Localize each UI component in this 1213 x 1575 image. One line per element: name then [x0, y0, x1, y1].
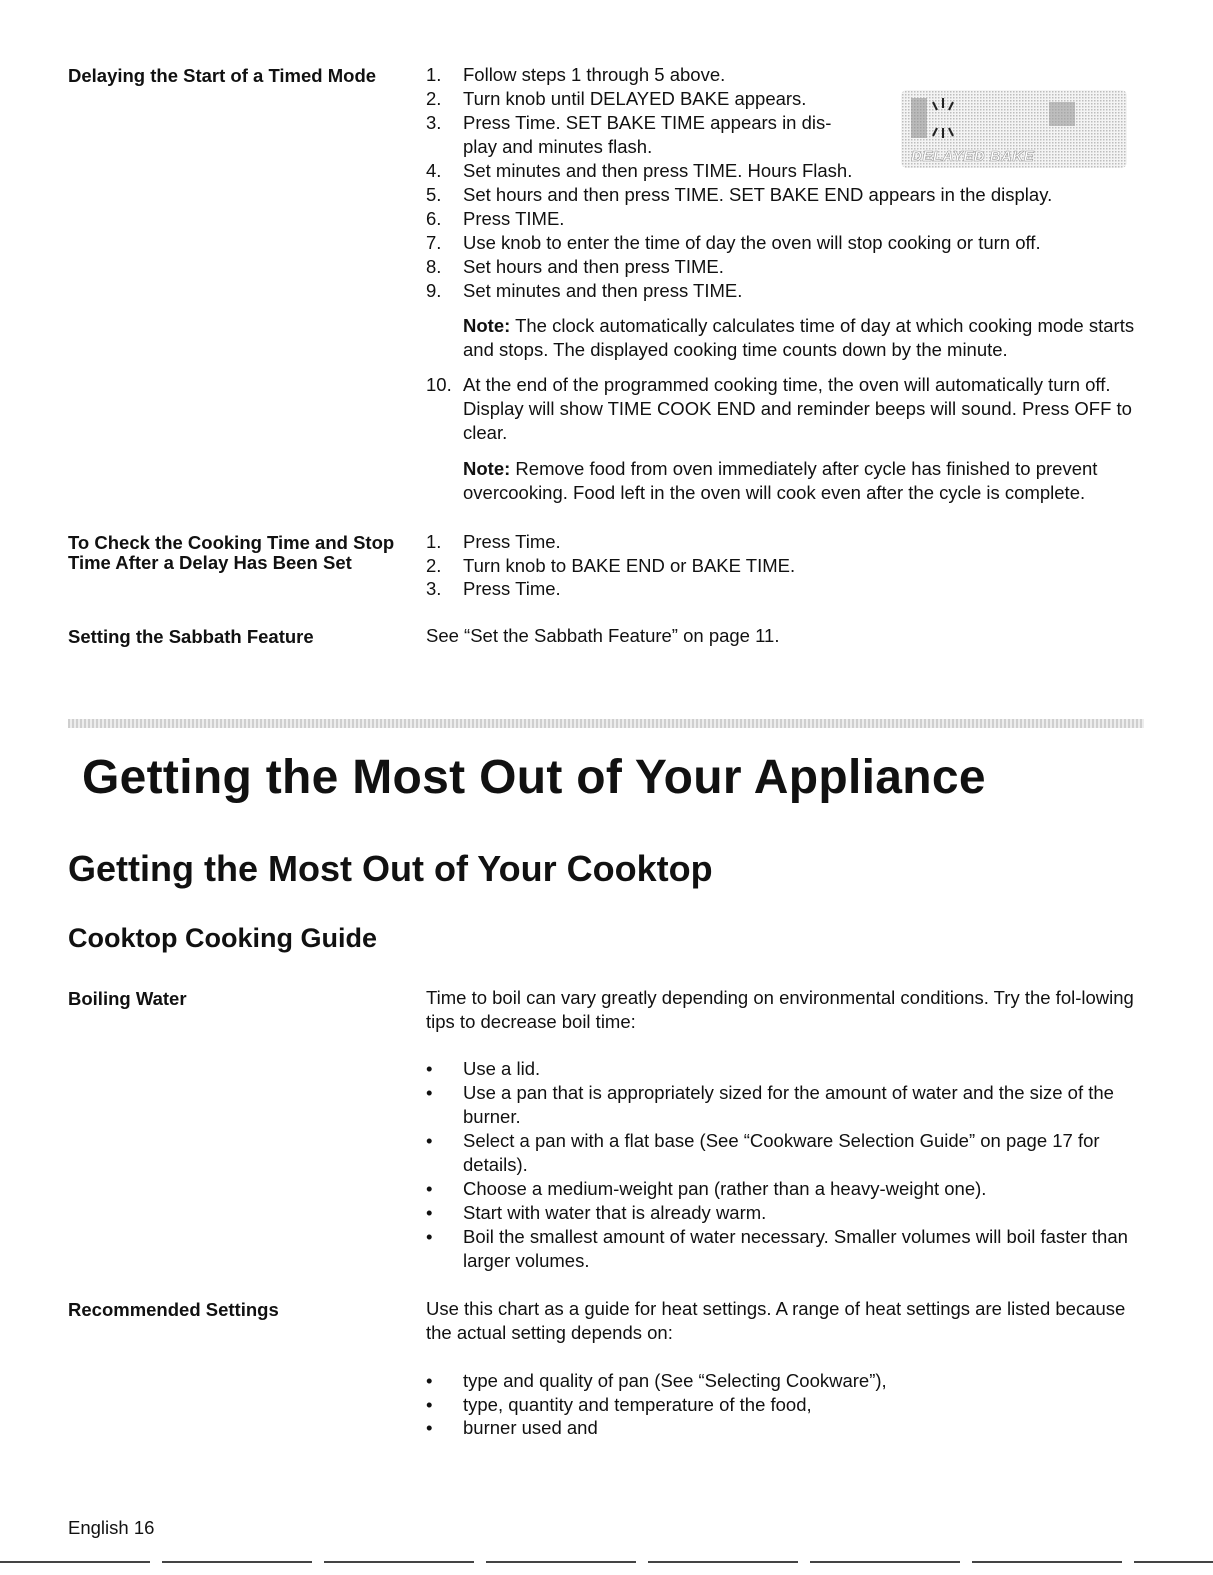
tip-text: Choose a medium-weight pan (rather than a heavy-weight one). [463, 1178, 987, 1199]
check-section-label-line2: Time After a Delay Has Been Set [68, 552, 352, 573]
bullet-icon: • [426, 1178, 433, 1199]
step-text: Set hours and then press TIME. [463, 256, 724, 277]
delay-step-10-number: 10. [426, 374, 452, 395]
bullet-icon: • [426, 1058, 433, 1079]
step-number: 2. [426, 555, 442, 576]
step-text: Use knob to enter the time of day the oven will stop cooking or turn off. [463, 232, 1041, 253]
page-bottom-edge [0, 1561, 1213, 1563]
bullet-icon: • [426, 1082, 433, 1103]
display-readout: DELAYED BAKE [911, 148, 1035, 165]
step-text: Follow steps 1 through 5 above. [463, 64, 726, 85]
check-section-label-line1: To Check the Cooking Time and Stop [68, 532, 395, 553]
tip-text: Use a lid. [463, 1058, 541, 1079]
step-text: play and minutes flash. [463, 136, 653, 157]
factor-text: type and quality of pan (See “Selecting Cookware”), [463, 1370, 887, 1391]
tip-text: Boil the smallest amount of water necessary. Smaller volumes will boil faster than larger volumes. [463, 1226, 1128, 1271]
factor-text: type, quantity and temperature of the food, [463, 1394, 812, 1415]
step-number: 7. [426, 232, 442, 253]
page-number: English 16 [68, 1517, 155, 1538]
boiling-section-label: Boiling Water [68, 988, 187, 1009]
bullet-icon: • [426, 1370, 433, 1391]
bullet-icon: • [426, 1226, 433, 1247]
step-text: Press Time. [463, 531, 561, 552]
note-label: Note: [463, 458, 511, 479]
bullet-icon: • [426, 1394, 433, 1415]
delay-step-10-text: At the end of the programmed cooking time, the oven will automatically turn off. Display will show TIME COOK END and reminder beeps will sound. Press OFF to clear. [463, 374, 1132, 443]
sabbath-reference-text: See “Set the Sabbath Feature” on page 11. [426, 625, 780, 646]
factor-text: burner used and [463, 1417, 598, 1438]
step-number: 1. [426, 64, 442, 85]
sabbath-section-label: Setting the Sabbath Feature [68, 626, 314, 647]
delay-section-label: Delaying the Start of a Timed Mode [68, 65, 377, 86]
step-number: 3. [426, 112, 442, 133]
step-number: 2. [426, 88, 442, 109]
bullet-icon: • [426, 1417, 433, 1438]
recommended-section-label: Recommended Settings [68, 1299, 279, 1320]
step-text: Set minutes and then press TIME. [463, 280, 743, 301]
note-text: The clock automatically calculates time of day at which cooking mode starts and stops. The displayed cooking time counts down by the minute. [463, 315, 1135, 360]
tip-text: Start with water that is already warm. [463, 1202, 767, 1223]
tip-text: Select a pan with a flat base (See “Cookware Selection Guide” on page 17 for details). [463, 1130, 1100, 1175]
step-text: Press TIME. [463, 208, 565, 229]
step-number: 5. [426, 184, 442, 205]
note-remove-food [463, 457, 1153, 505]
step-number: 1. [426, 531, 442, 552]
step-text: Set hours and then press TIME. SET BAKE END appears in the display. [463, 184, 1053, 205]
step-number: 3. [426, 578, 442, 599]
step-text: Turn knob until DELAYED BAKE appears. [463, 88, 807, 109]
page-title: Getting the Most Out of Your Appliance [82, 751, 986, 804]
step-number: 8. [426, 256, 442, 277]
bullet-icon: • [426, 1130, 433, 1151]
step-number: 6. [426, 208, 442, 229]
step-text: Press Time. SET BAKE TIME appears in dis- [463, 112, 832, 133]
boiling-intro: Time to boil can vary greatly depending on environmental conditions. Try the fol-lowing tips to decrease boil time: [426, 987, 1134, 1032]
oven-display-image [899, 88, 1129, 170]
chapter-heading: Getting the Most Out of Your Cooktop [68, 848, 713, 889]
step-number: 4. [426, 160, 442, 181]
step-text: Press Time. [463, 578, 561, 599]
bullet-icon: • [426, 1202, 433, 1223]
step-text: Turn knob to BAKE END or BAKE TIME. [463, 555, 796, 576]
step-text: Set minutes and then press TIME. Hours Flash. [463, 160, 853, 181]
note-label: Note: [463, 315, 511, 336]
section-divider [68, 719, 1144, 728]
note-clock [463, 314, 1153, 362]
note-text: Remove food from oven immediately after cycle has finished to prevent overcooking. Food left in the oven will cook even after the cycle is complete. [463, 458, 1098, 503]
section-heading: Cooktop Cooking Guide [68, 923, 377, 953]
step-number: 9. [426, 280, 442, 301]
tip-text: Use a pan that is appropriately sized for the amount of water and the size of the burner. [463, 1082, 1114, 1127]
recommended-intro: Use this chart as a guide for heat settings. A range of heat settings are listed because the actual setting depends on: [426, 1298, 1126, 1343]
